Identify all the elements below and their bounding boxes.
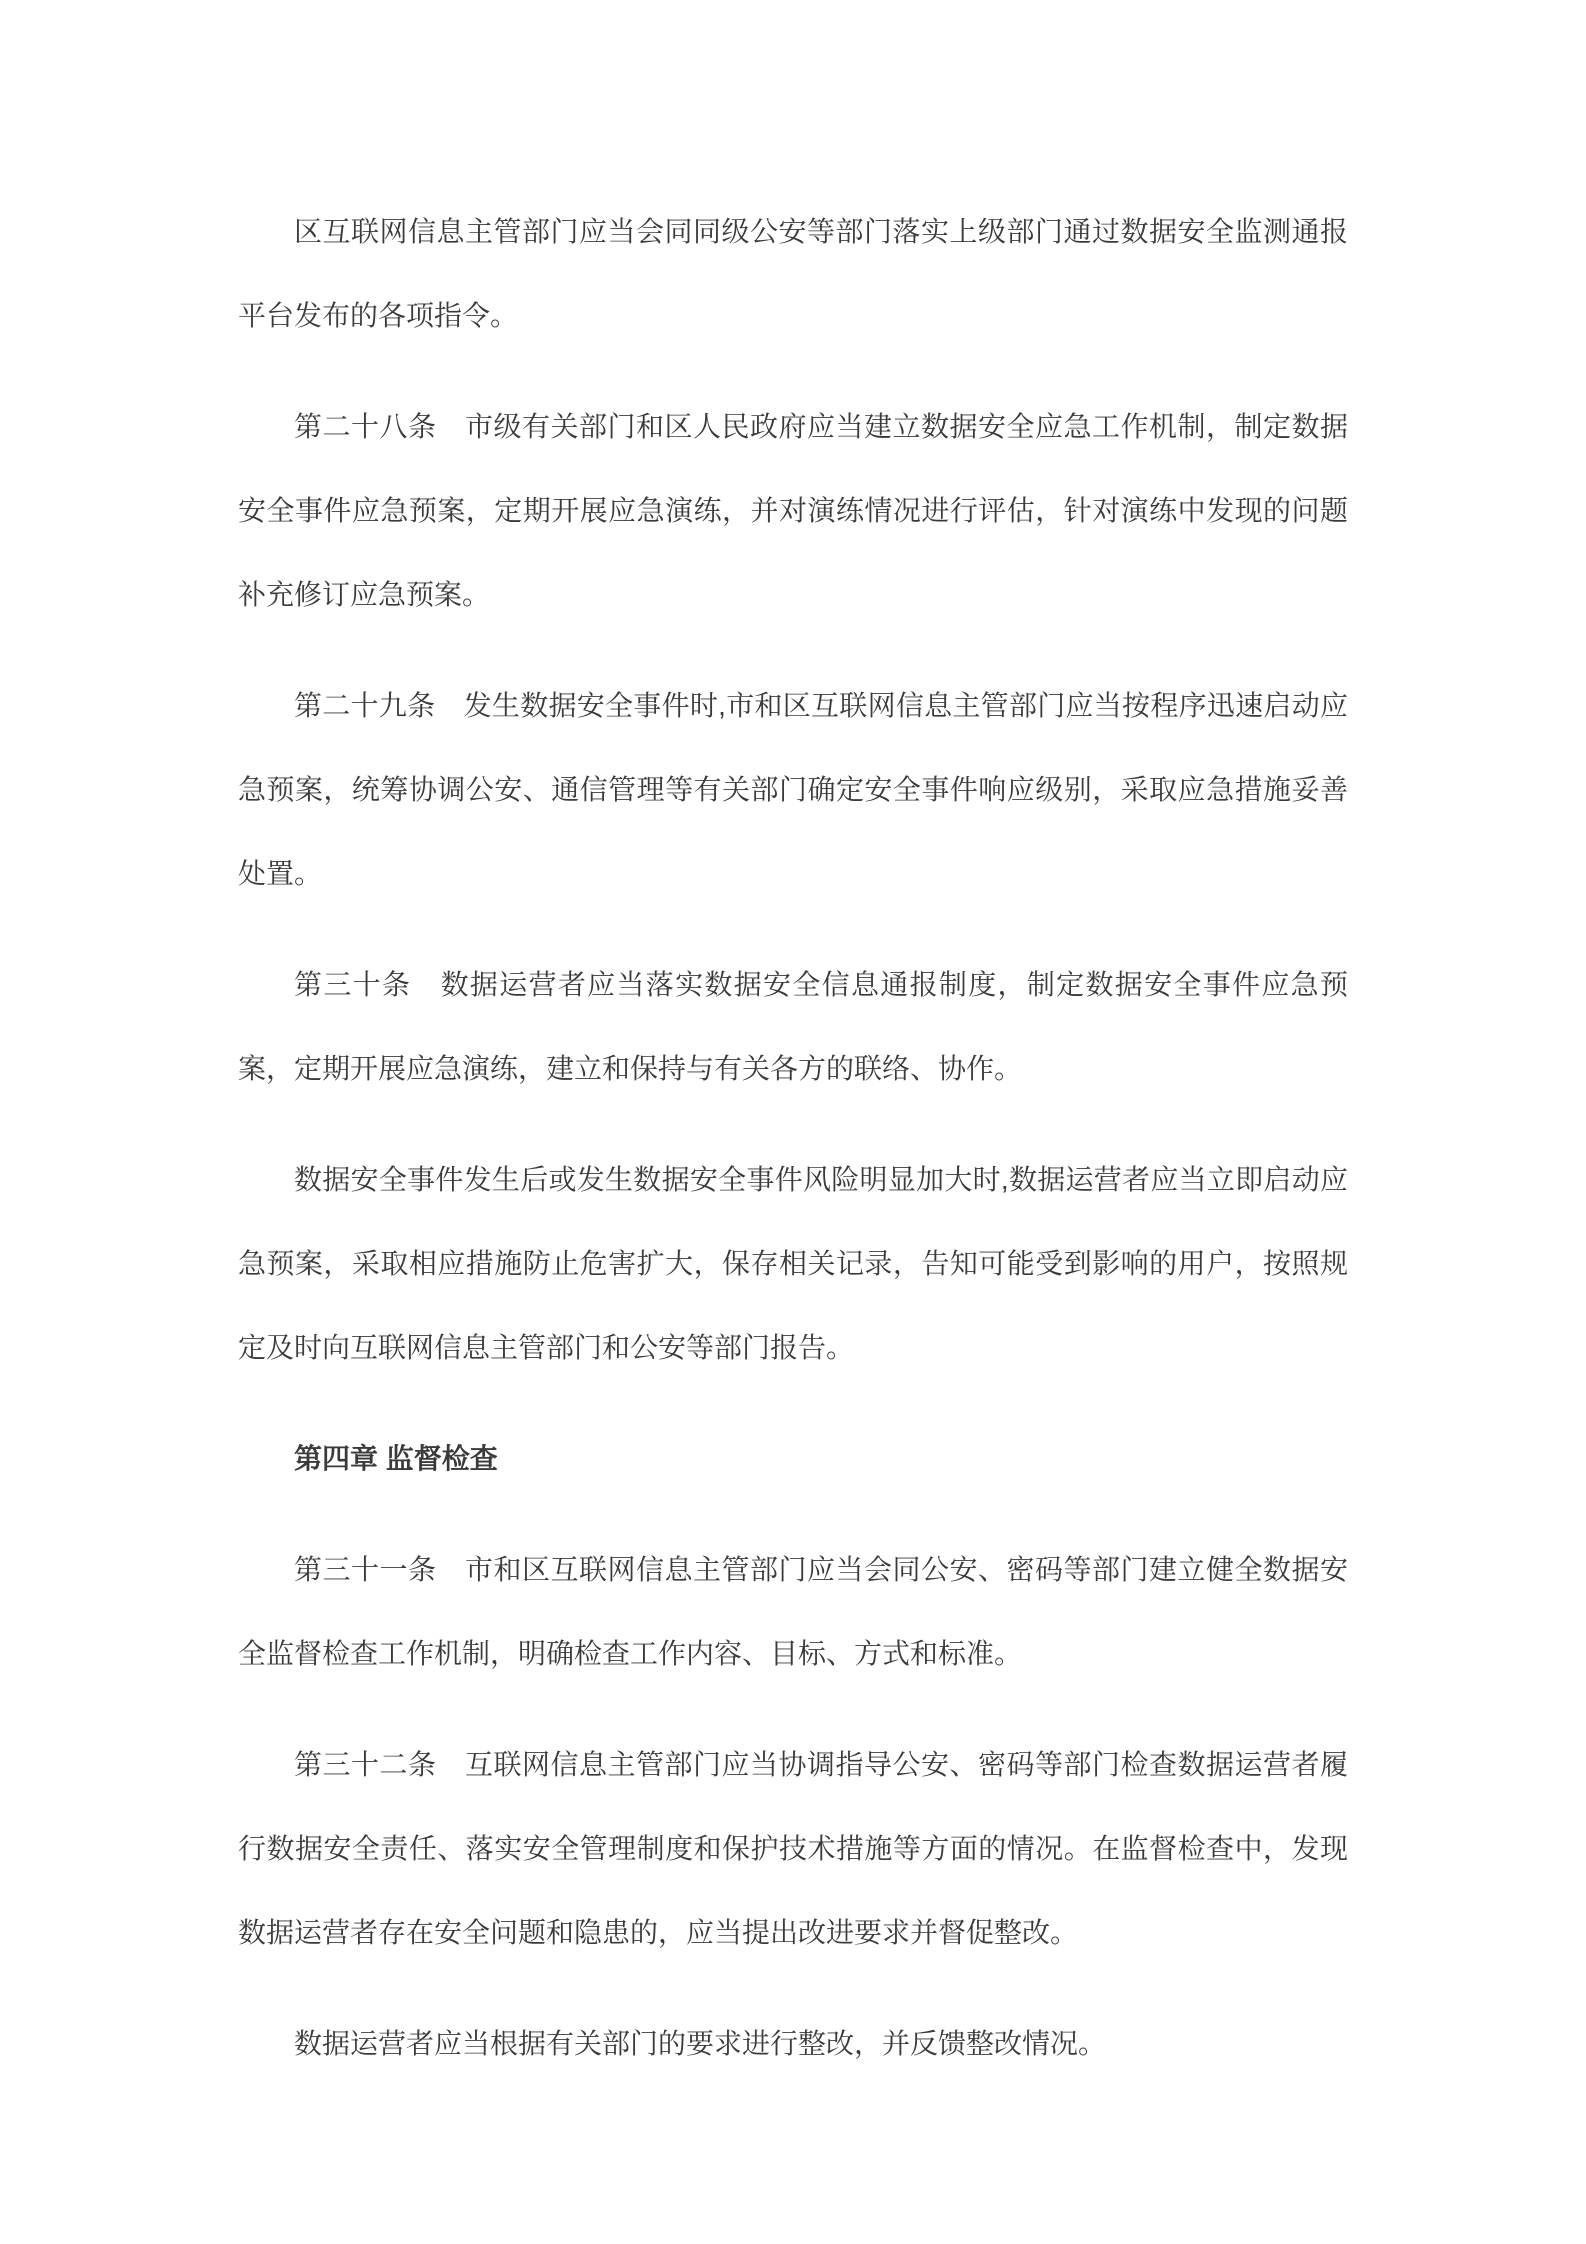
paragraph: 第二十九条 发生数据安全事件时,市和区互联网信息主管部门应当按程序迅速启动应急预案，统筹协调公安、通信管理等有关部门确定安全事件响应级别，采取应急措施妥善处置。 (238, 690, 1348, 889)
paragraph: 第三十二条 互联网信息主管部门应当协调指导公安、密码等部门检查数据运营者履行数据安全责任、落实安全管理制度和保护技术措施等方面的情况。在监督检查中，发现数据运营者存在安全问题和隐患的，应当提出改进要求并督促整改。 (238, 1749, 1348, 1948)
paragraph: 数据安全事件发生后或发生数据安全事件风险明显加大时,数据运营者应当立即启动应急预案，采取相应措施防止危害扩大，保存相关记录，告知可能受到影响的用户，按照规定及时向互联网信息主管部门和公安等部门报告。 (238, 1164, 1348, 1363)
paragraph: 数据运营者应当根据有关部门的要求进行整改，并反馈整改情况。 (294, 2028, 1107, 2059)
paragraph: 区互联网信息主管部门应当会同同级公安等部门落实上级部门通过数据安全监测通报平台发布的各项指令。 (238, 216, 1348, 331)
paragraph: 第三十一条 市和区互联网信息主管部门应当会同公安、密码等部门建立健全数据安全监督检查工作机制，明确检查工作内容、目标、方式和标准。 (238, 1554, 1348, 1669)
paragraph: 第二十八条 市级有关部门和区人民政府应当建立数据安全应急工作机制，制定数据安全事件应急预案，定期开展应急演练，并对演练情况进行评估，针对演练中发现的问题补充修订应急预案。 (238, 411, 1348, 610)
paragraph: 第三十条 数据运营者应当落实数据安全信息通报制度，制定数据安全事件应急预案，定期开展应急演练，建立和保持与有关各方的联络、协作。 (238, 969, 1348, 1084)
chapter-heading: 第四章 监督检查 (294, 1443, 498, 1474)
